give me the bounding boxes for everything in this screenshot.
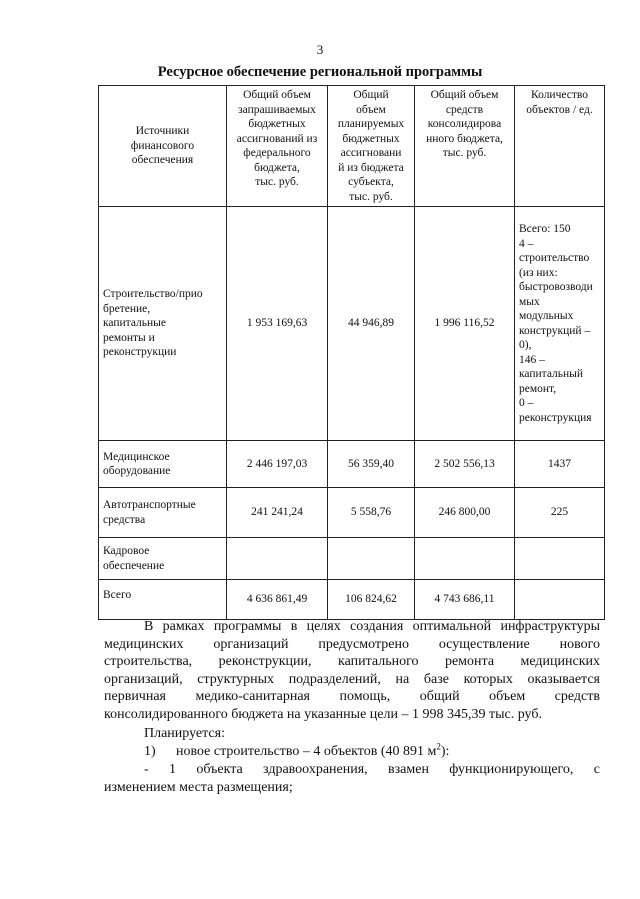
body-paragraph-1	[104, 618, 600, 723]
paragraph-line: В рамках программы в целях создания оптимальной инфраструктуры	[144, 619, 600, 634]
row-federal: 4 636 861,49	[227, 580, 328, 620]
row-label: Всего	[99, 580, 227, 620]
paragraph-line: первичная медико-санитарная помощь, общий объем средств	[104, 689, 600, 704]
paragraph-line: изменением места размещения;	[104, 779, 293, 795]
row-label: Медицинское оборудование	[99, 441, 227, 488]
table-row	[99, 580, 605, 620]
row-label: Кадровое обеспечение	[99, 538, 227, 580]
list-item-tail: ):	[440, 744, 450, 759]
list-item-text: новое строительство – 4 объектов (40 891 м	[176, 744, 437, 759]
row-federal: 1 953 169,63	[227, 207, 328, 441]
row-federal: 2 446 197,03	[227, 441, 328, 488]
page-number: 3	[316, 42, 324, 57]
row-subject	[328, 538, 415, 580]
header-source: Источники финансового обеспечения	[99, 86, 227, 207]
table-row	[99, 441, 605, 488]
paragraph-line: организаций, структурных подразделений, на базе которых оказывается	[104, 671, 600, 687]
row-subject: 56 359,40	[328, 441, 415, 488]
paragraph-line: строительства, реконструкции, капитального ремонта медицинских	[104, 654, 600, 669]
header-subject: Общий объем планируемых бюджетных ассигновани й из бюджета субъекта, тыс. руб.	[328, 86, 415, 207]
table-row	[99, 207, 605, 441]
body-paragraph-3	[104, 761, 600, 796]
row-subject: 106 824,62	[328, 580, 415, 620]
row-subject: 44 946,89	[328, 207, 415, 441]
body-paragraph-2: Планируется:	[144, 726, 225, 741]
row-consolidated	[415, 538, 515, 580]
row-count: 1437	[515, 441, 605, 488]
header-federal: Общий объем запрашиваемых бюджетных ассигнований из федерального бюджета, тыс. руб.	[227, 86, 328, 207]
row-count	[515, 538, 605, 580]
row-count	[515, 580, 605, 620]
row-count: Всего: 150 4 – строительство (из них: быстровозводи мых модульных конструкций – 0), 146 – капитальный ремонт, 0 – реконструкция	[515, 207, 605, 441]
row-count: 225	[515, 488, 605, 538]
paragraph-line: - 1 объекта здравоохранения, взамен функционирующего, с	[144, 762, 600, 777]
table-header-row	[99, 86, 605, 207]
row-label: Строительство/прио бретение, капитальные ремонты и реконструкции	[99, 207, 227, 441]
row-label: Автотранспортные средства	[99, 488, 227, 538]
row-consolidated: 2 502 556,13	[415, 441, 515, 488]
resource-table	[98, 85, 605, 620]
table-row	[99, 488, 605, 538]
superscript: 2	[436, 741, 441, 752]
header-consolidated: Общий объем средств консолидирова нного бюджета, тыс. руб.	[415, 86, 515, 207]
table-row	[99, 538, 605, 580]
row-consolidated: 1 996 116,52	[415, 207, 515, 441]
row-federal	[227, 538, 328, 580]
list-item-number: 1)	[144, 744, 156, 759]
paragraph-line: медицинских организаций предусмотрено осуществление нового	[104, 636, 600, 652]
list-item-1	[104, 743, 600, 761]
row-consolidated: 4 743 686,11	[415, 580, 515, 620]
paragraph-line: консолидированного бюджета на указанные цели – 1 998 345,39 тыс. руб.	[104, 706, 542, 722]
document-title: Ресурсное обеспечение региональной программы	[157, 64, 483, 80]
row-consolidated: 246 800,00	[415, 488, 515, 538]
row-federal: 241 241,24	[227, 488, 328, 538]
header-count: Количество объектов / ед.	[515, 86, 605, 207]
row-subject: 5 558,76	[328, 488, 415, 538]
